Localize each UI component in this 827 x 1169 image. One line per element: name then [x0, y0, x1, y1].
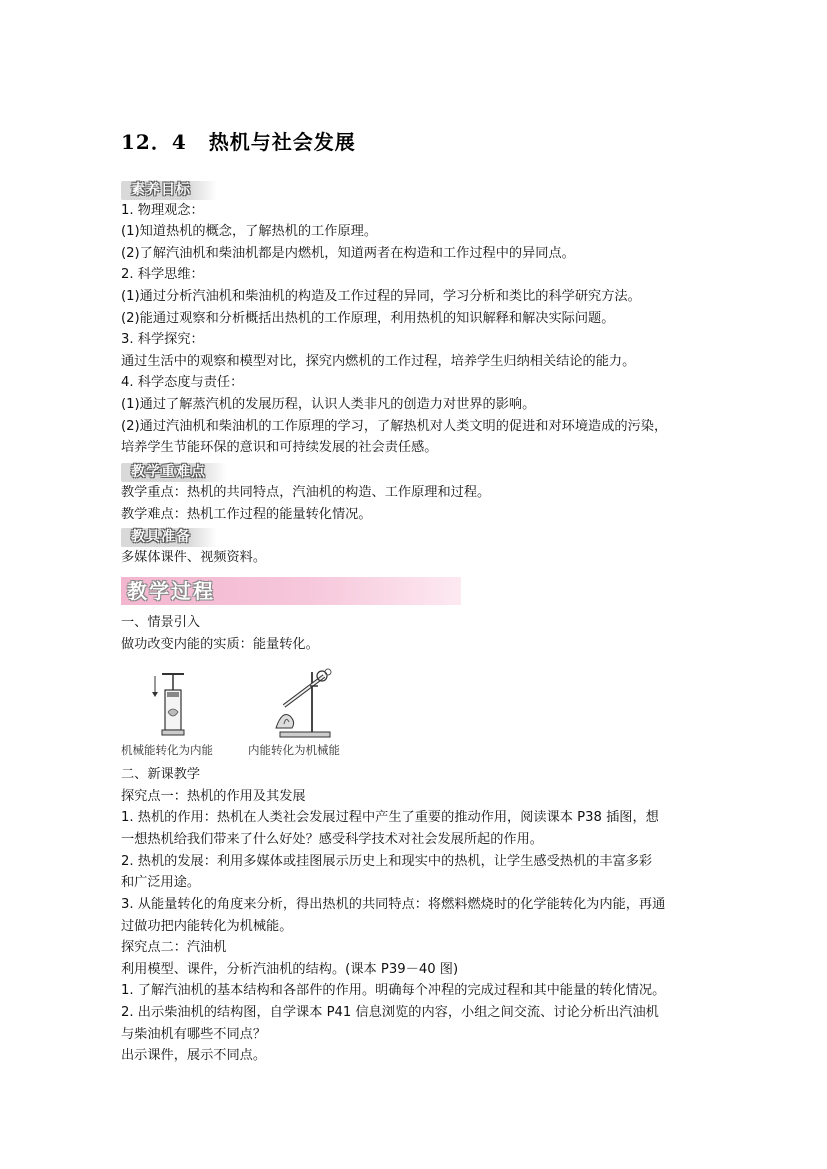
key-points-banner	[121, 463, 227, 482]
key-line: 教学难点：热机工作过程的能量转化情况。	[121, 507, 372, 522]
goals-line: 培养学生节能环保的意识和可持续发展的社会责任感。	[121, 440, 438, 455]
page-title	[121, 126, 356, 155]
process-line: 出示课件，展示不同点。	[121, 1048, 267, 1063]
goals-line: 4. 科学态度与责任：	[121, 375, 244, 390]
process-banner	[121, 577, 461, 605]
key-line: 教学重点：热机的共同特点，汽油机的构造、工作原理和过程。	[121, 485, 491, 500]
key-points-banner-label: 教学重难点	[131, 464, 206, 480]
process-line: 探究点二：汽油机	[121, 940, 227, 955]
process-line: 1. 了解汽油机的基本结构和各部件的作用。明确每个冲程的完成过程和其中能量的转化情况。	[121, 983, 666, 998]
prep-line: 多媒体课件、视频资料。	[121, 550, 267, 565]
goals-line: (1)通过了解蒸汽机的发展历程，认识人类非凡的创造力对世界的影响。	[121, 397, 536, 412]
process-banner-label: 教学过程	[127, 579, 215, 603]
figure-caption: 内能转化为机械能	[248, 743, 340, 757]
process-line: 和广泛用途。	[121, 875, 201, 890]
process-line: 利用模型、课件，分析汽油机的结构。(课本 P39－40 图)	[121, 962, 459, 977]
prep-banner	[121, 528, 217, 547]
process-line: 一想热机给我们带来了什么好处？感受科学技术对社会发展所起的作用。	[121, 832, 543, 847]
title-text: 热机与社会发展	[208, 130, 356, 154]
goals-line: 1. 物理观念：	[121, 203, 204, 218]
process-line: 过做功把内能转化为机械能。	[121, 919, 293, 934]
goals-line: (2)了解汽油机和柴油机都是内燃机，知道两者在构造和工作过程中的异同点。	[121, 246, 575, 261]
goals-line: (1)通过分析汽油机和柴油机的构造及工作过程的异同，学习分析和类比的科学研究方法。	[121, 289, 641, 304]
goals-line: (1)知道热机的概念，了解热机的工作原理。	[121, 224, 378, 239]
process-intro-line: 一、情景引入	[121, 615, 201, 630]
process-line: 1. 热机的作用：热机在人类社会发展过程中产生了重要的推动作用，阅读课本 P38 插图，想	[121, 810, 659, 825]
process-intro-line: 做功改变内能的实质：能量转化。	[121, 637, 319, 652]
process-line: 2. 出示柴油机的结构图，自学课本 P41 信息浏览的内容，小组之间交流、讨论分析出汽油机	[121, 1005, 659, 1020]
process-line: 与柴油机有哪些不同点？	[121, 1027, 267, 1042]
process-line: 二、新课教学	[121, 767, 201, 782]
goals-banner-label: 素养目标	[131, 182, 191, 198]
title-number: 12．4	[121, 130, 187, 154]
goals-line: 3. 科学探究：	[121, 332, 204, 347]
goals-line: (2)通过汽油机和柴油机的工作原理的学习，了解热机对人类文明的促进和对环境造成的污染，	[121, 419, 668, 434]
goals-banner	[121, 181, 217, 200]
goals-line: (2)能通过观察和分析概括出热机的工作原理，利用热机的知识解释和解决实际问题。	[121, 311, 615, 326]
goals-line: 通过生活中的观察和模型对比，探究内燃机的工作过程，培养学生归纳相关结论的能力。	[121, 354, 636, 369]
goals-line: 2. 科学思维：	[121, 267, 204, 282]
prep-banner-label: 教具准备	[131, 529, 191, 545]
process-line: 2. 热机的发展：利用多媒体或挂图展示历史上和现实中的热机，让学生感受热机的丰富多彩	[121, 854, 653, 869]
figure-caption: 机械能转化为内能	[121, 743, 213, 757]
process-line: 探究点一：热机的作用及其发展	[121, 789, 306, 804]
pump-cylinder-icon	[148, 662, 198, 740]
process-line: 3. 从能量转化的角度来分析，得出热机的共同特点：将燃料燃烧时的化学能转化为内能，再通	[121, 897, 666, 912]
steam-tube-apparatus-icon	[262, 662, 348, 740]
